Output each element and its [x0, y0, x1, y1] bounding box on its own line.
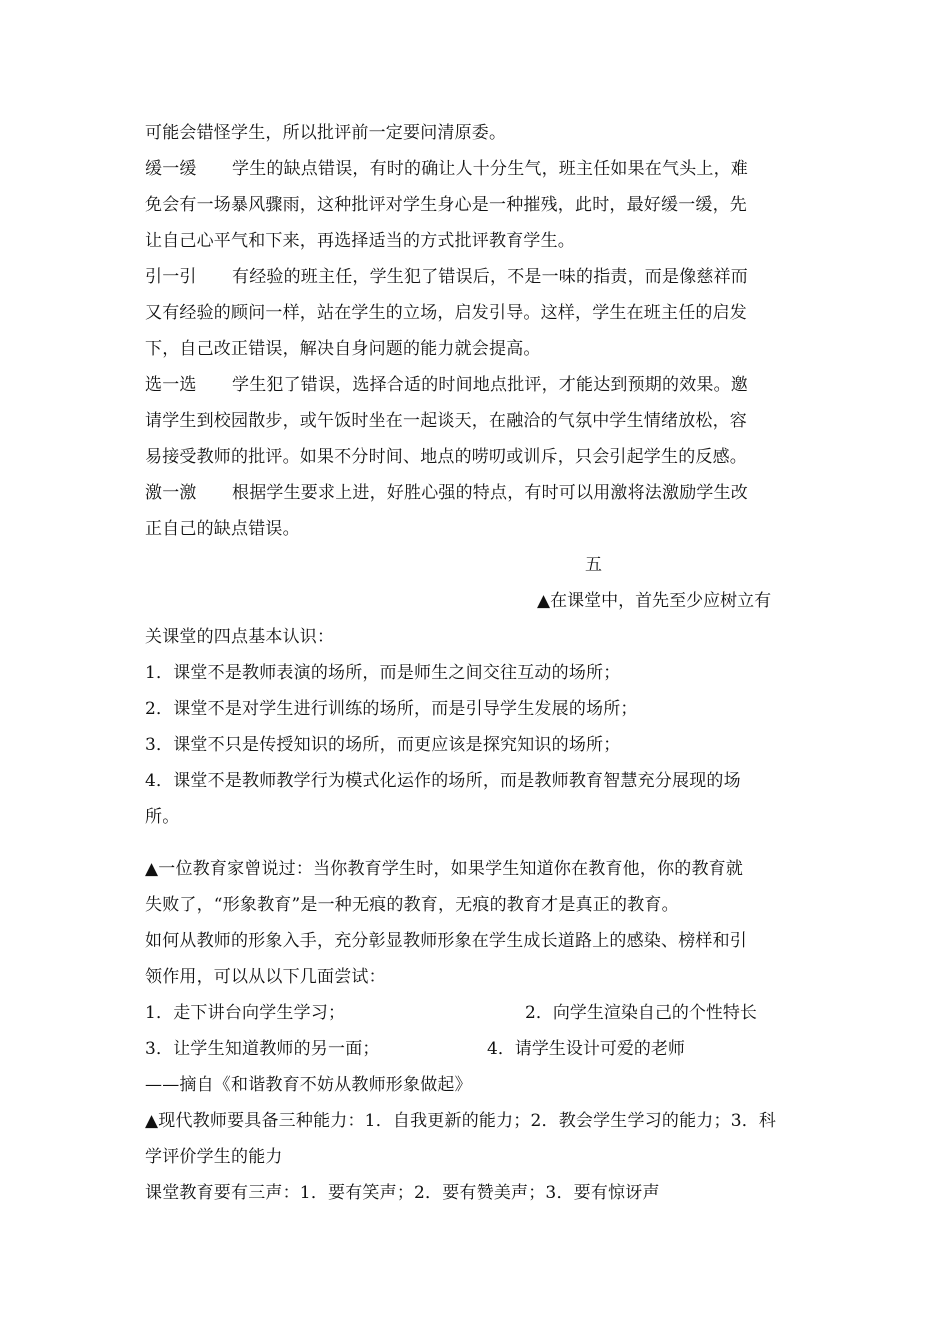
section-number: 五 [585, 555, 602, 575]
text-line: ▲在课堂中，首先至少应树立有 [537, 591, 772, 611]
text-line: 关课堂的四点基本认识： [145, 627, 335, 647]
text-line: 如何从教师的形象入手，充分彰显教师形象在学生成长道路上的感染、榜样和引 [145, 931, 747, 951]
text-line: 所。 [145, 807, 180, 827]
section-tag: 选一选 [145, 375, 197, 395]
section-tag: 缓一缓 [145, 159, 197, 179]
list-item: 4．请学生设计可爱的老师 [487, 1039, 685, 1059]
list-item: 2．课堂不是对学生进行训练的场所，而是引导学生发展的场所； [145, 699, 638, 719]
section-tag: 引一引 [145, 267, 197, 287]
text-line: 领作用，可以从以下几面尝试： [145, 967, 386, 987]
text-line: 又有经验的顾问一样，站在学生的立场，启发引导。这样，学生在班主任的启发 [145, 303, 747, 323]
text-line: ▲一位教育家曾说过：当你教育学生时，如果学生知道你在教育他，你的教育就 [145, 859, 744, 879]
text-line: 正自己的缺点错误。 [145, 519, 300, 539]
text-span: 学生的缺点错误，有时的确让人十分生气，班主任如果在气头上，难 [232, 159, 748, 179]
text-line: 免会有一场暴风骤雨，这种批评对学生身心是一种摧残，此时，最好缓一缓，先 [145, 195, 747, 215]
list-item: 1．课堂不是教师表演的场所，而是师生之间交往互动的场所； [145, 663, 621, 683]
list-item: 3．让学生知道教师的另一面； [145, 1039, 380, 1059]
list-item: 1．走下讲台向学生学习； [145, 1003, 346, 1023]
text-line: 可能会错怪学生，所以批评前一定要问清原委。 [145, 123, 507, 143]
list-item: 3．课堂不只是传授知识的场所，而更应该是探究知识的场所； [145, 735, 621, 755]
source-citation: ——摘自《和谐教育不妨从教师形象做起》 [145, 1075, 472, 1095]
list-item: 2．向学生渲染自己的个性特长 [525, 1003, 757, 1023]
text-span: 有经验的班主任，学生犯了错误后，不是一味的指责，而是像慈祥而 [232, 267, 748, 287]
text-span: 根据学生要求上进，好胜心强的特点，有时可以用激将法激励学生改 [232, 483, 748, 503]
text-line: 失败了，“形象教育”是一种无痕的教育，无痕的教育才是真正的教育。 [145, 895, 679, 915]
list-item: 4．课堂不是教师教学行为模式化运作的场所，而是教师教育智慧充分展现的场 [145, 771, 741, 791]
text-line [145, 158, 748, 180]
text-line [145, 266, 748, 288]
text-line: 请学生到校园散步，或午饭时坐在一起谈天，在融洽的气氛中学生情绪放松，容 [145, 411, 747, 431]
text-line: 让自己心平气和下来，再选择适当的方式批评教育学生。 [145, 231, 575, 251]
text-line: 易接受教师的批评。如果不分时间、地点的唠叨或训斥，只会引起学生的反感。 [145, 447, 747, 467]
text-line: 课堂教育要有三声：1．要有笑声；2．要有赞美声；3．要有惊讶声 [145, 1183, 660, 1203]
section-tag: 激一激 [145, 483, 197, 503]
text-line: 下，自己改正错误，解决自身问题的能力就会提高。 [145, 339, 541, 359]
text-line: 学评价学生的能力 [145, 1147, 283, 1167]
text-line [145, 482, 748, 504]
text-span: 学生犯了错误，选择合适的时间地点批评，才能达到预期的效果。邀 [232, 375, 748, 395]
text-line [145, 374, 748, 396]
text-line: ▲现代教师要具备三种能力：1．自我更新的能力；2．教会学生学习的能力；3．科 [145, 1111, 777, 1131]
